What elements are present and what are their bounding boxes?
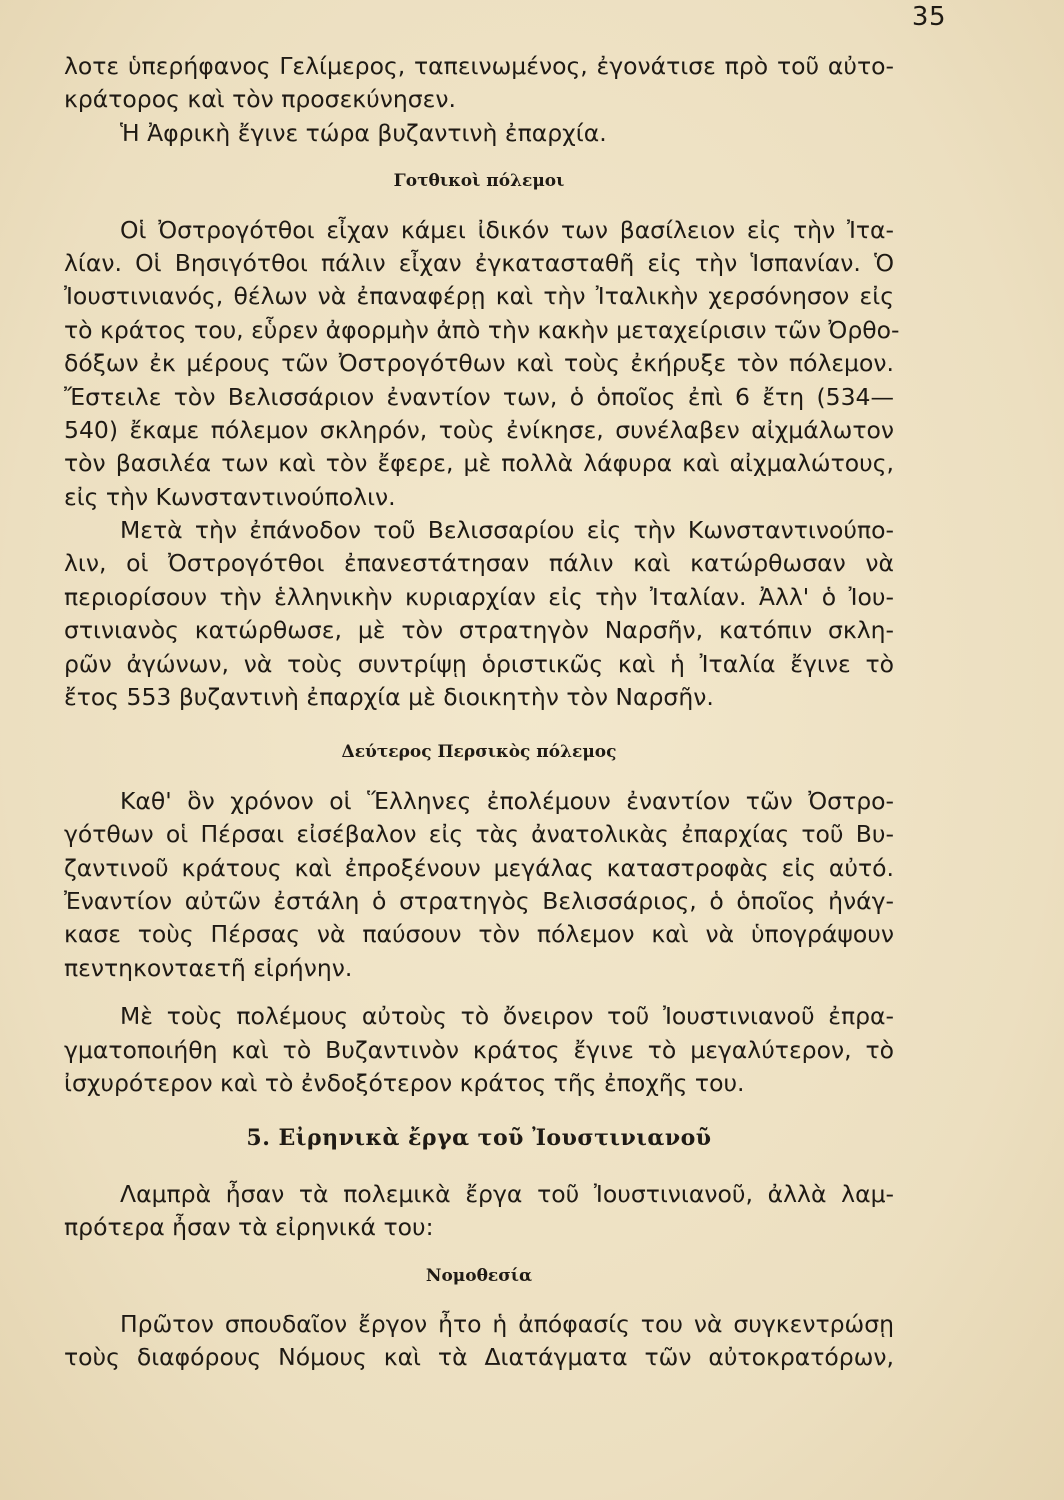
text-line: ρῶν ἀγώνων, νὰ τοὺς συντρίψῃ ὁριστικῶς καὶ ἡ Ἰταλία ἔγινε τὸ bbox=[64, 649, 894, 678]
text-line: πρότερα ἦσαν τὰ εἰρηνικά του: bbox=[64, 1213, 434, 1242]
text-line: ζαντινοῦ κράτους καὶ ἐπροξένουν μεγάλας καταστροφὰς εἰς αὐτό. bbox=[64, 853, 894, 882]
text-line: Λαμπρὰ ἦσαν τὰ πολεμικὰ ἔργα τοῦ Ἰουστινιανοῦ, ἀλλὰ λαμ- bbox=[120, 1179, 894, 1208]
text-line: ἰσχυρότερον καὶ τὸ ἐνδοξότερον κράτος τῆς ἐποχῆς του. bbox=[64, 1068, 745, 1097]
text-line: λοτε ὑπερήφανος Γελίμερος, ταπεινωμένος, ἐγονάτισε πρὸ τοῦ αὐτο- bbox=[64, 52, 894, 80]
text-line: κράτορος καὶ τὸν προσεκύνησεν. bbox=[64, 85, 456, 114]
section-heading-legislation: Νομοθεσία bbox=[425, 1265, 533, 1286]
text-line: τὸ κράτος του, εὗρεν ἀφορμὴν ἀπὸ τὴν κακὴν μεταχείρισιν τῶν Ὀρθο- bbox=[64, 315, 900, 344]
section-heading-peace-works: 5. Εἰρηνικὰ ἔργα τοῦ Ἰουστινιανοῦ bbox=[246, 1125, 712, 1152]
text-line: λιν, οἱ Ὀστρογότθοι ἐπανεστάτησαν πάλιν καὶ κατώρθωσαν νὰ bbox=[64, 549, 894, 578]
text-line: Ἰουστινιανός, θέλων νὰ ἐπαναφέρῃ καὶ τὴν Ἰταλικὴν χερσόνησον εἰς bbox=[64, 282, 894, 311]
text-line: ἔτος 553 βυζαντινὴ ἐπαρχία μὲ διοικητὴν τὸν Ναρσῆν. bbox=[64, 683, 714, 712]
page-number: 35 bbox=[911, 2, 946, 32]
text-line: τοὺς διαφόρους Νόμους καὶ τὰ Διατάγματα τῶν αὐτοκρατόρων, bbox=[64, 1343, 894, 1372]
text-line: τὸν βασιλέα των καὶ τὸν ἔφερε, μὲ πολλὰ λάφυρα καὶ αἰχμαλώτους, bbox=[64, 449, 894, 478]
text-line: Ἔστειλε τὸν Βελισσάριον ἐναντίον των, ὁ ὁποῖος ἐπὶ 6 ἔτη (534— bbox=[64, 382, 894, 411]
text-line: στινιανὸς κατώρθωσε, μὲ τὸν στρατηγὸν Ναρσῆν, κατόπιν σκλη- bbox=[64, 616, 894, 645]
text-line: εἰς τὴν Κωνσταντινούπολιν. bbox=[64, 482, 396, 511]
section-heading-gothic-wars: Γοτθικοὶ πόλεμοι bbox=[393, 171, 565, 192]
text-line: γματοποιήθη καὶ τὸ Βυζαντινὸν κράτος ἔγινε τὸ μεγαλύτερον, τὸ bbox=[64, 1035, 894, 1064]
text-line: γότθων οἱ Πέρσαι εἰσέβαλον εἰς τὰς ἀνατολικὰς ἐπαρχίας τοῦ Βυ- bbox=[64, 820, 894, 849]
text-line: περιορίσουν τὴν ἑλληνικὴν κυριαρχίαν εἰς τὴν Ἰταλίαν. Ἀλλ' ὁ Ἰου- bbox=[64, 582, 894, 611]
text-line: πεντηκονταετῆ εἰρήνην. bbox=[64, 953, 353, 982]
text-line: Πρῶτον σπουδαῖον ἔργον ἦτο ἡ ἀπόφασίς του νὰ συγκεντρώσῃ bbox=[120, 1309, 894, 1338]
text-line: Καθ' ὃν χρόνον οἱ Ἕλληνες ἐπολέμουν ἐναντίον τῶν Ὀστρο- bbox=[120, 786, 894, 815]
text-line: λίαν. Οἱ Βησιγότθοι πάλιν εἶχαν ἐγκατασταθῆ εἰς τὴν Ἱσπανίαν. Ὁ bbox=[64, 248, 894, 277]
text-line: Ἡ Ἀφρικὴ ἔγινε τώρα βυζαντινὴ ἐπαρχία. bbox=[120, 118, 607, 147]
page-text bbox=[64, 50, 900, 1375]
section-heading-persian-war: Δεύτερος Περσικὸς πόλεμος bbox=[341, 742, 617, 763]
text-line: κασε τοὺς Πέρσας νὰ παύσουν τὸν πόλεμον καὶ νὰ ὑπογράψουν bbox=[64, 920, 894, 949]
text-line: Μὲ τοὺς πολέμους αὐτοὺς τὸ ὄνειρον τοῦ Ἰουστινιανοῦ ἐπρα- bbox=[120, 1002, 894, 1031]
text-line: δόξων ἐκ μέρους τῶν Ὀστρογότθων καὶ τοὺς ἐκήρυξε τὸν πόλεμον. bbox=[64, 349, 894, 378]
text-line: Οἱ Ὀστρογότθοι εἶχαν κάμει ἰδικόν των βασίλειον εἰς τὴν Ἰτα- bbox=[120, 215, 894, 244]
text-line: Μετὰ τὴν ἐπάνοδον τοῦ Βελισσαρίου εἰς τὴν Κωνσταντινούπο- bbox=[120, 516, 894, 545]
text-line: 540) ἔκαμε πόλεμον σκληρόν, τοὺς ἐνίκησε, συνέλαβεν αἰχμάλωτον bbox=[64, 415, 894, 444]
text-line: Ἐναντίον αὐτῶν ἐστάλη ὁ στρατηγὸς Βελισσάριος, ὁ ὁποῖος ἠνάγ- bbox=[64, 886, 894, 915]
